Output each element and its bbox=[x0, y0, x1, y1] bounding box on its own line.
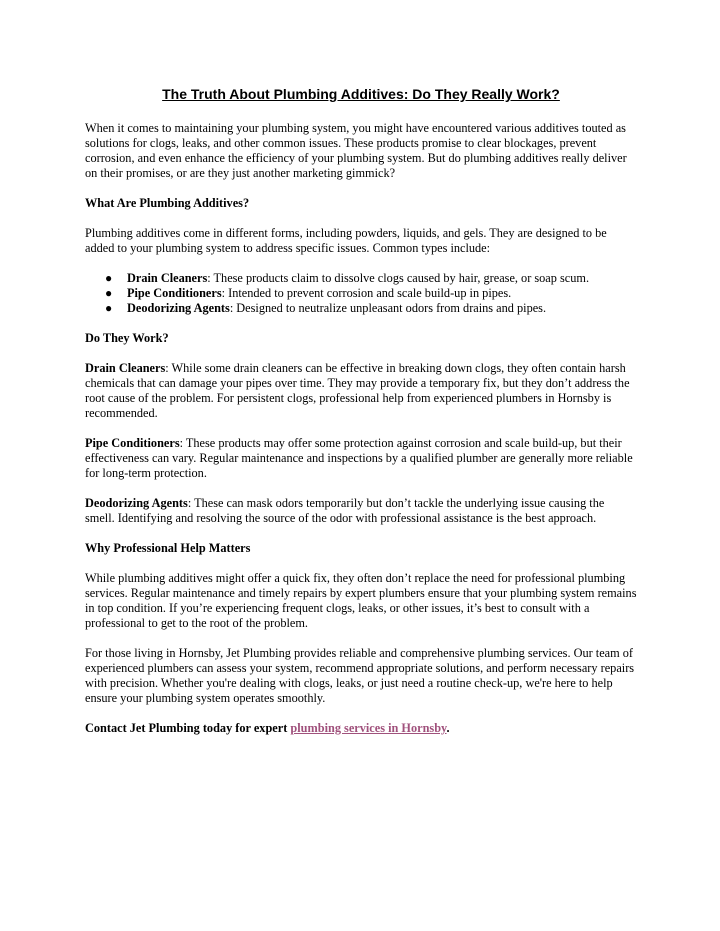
paragraph-text: : While some drain cleaners can be effective in breaking down clogs, they often contain harsh chemicals that can damage your pipes over time. They may provide a temporary fix, but they don’t address the root cause of the problem. For persistent clogs, professional help from experienced plumbers in Hornsby is recommended. bbox=[85, 361, 630, 420]
bullet-icon: ● bbox=[105, 301, 113, 315]
additive-types-list bbox=[85, 271, 637, 316]
paragraph-text: : These products may offer some protection against corrosion and scale build-up, but their effectiveness can vary. Regular maintenance and inspections by a qualified plumber are generally more reliable for long-term protection. bbox=[85, 436, 633, 480]
section-paragraph-additive-forms: Plumbing additives come in different forms, including powders, liquids, and gels. They are designed to be added to your plumbing system to address specific issues. Common types include: bbox=[85, 226, 607, 255]
page-title: The Truth About Plumbing Additives: Do They Really Work? bbox=[162, 86, 560, 102]
section-heading-do-they-work: Do They Work? bbox=[85, 331, 169, 345]
paragraph-drain-cleaners bbox=[85, 361, 637, 421]
call-to-action bbox=[85, 721, 637, 736]
list-item-term: Pipe Conditioners bbox=[127, 286, 222, 300]
paragraph-professional-help: While plumbing additives might offer a quick fix, they often don’t replace the need for professional plumbing services. Regular maintenance and timely repairs by expert plumbers ensure that your plumbing system remains in top condition. If you’re experiencing frequent clogs, leaks, or other issues, it’s best to consult with a professional to get to the root of the problem. bbox=[85, 571, 637, 630]
paragraph-term: Pipe Conditioners bbox=[85, 436, 180, 450]
paragraph-deodorizing-agents bbox=[85, 496, 637, 526]
document-page bbox=[85, 84, 637, 751]
paragraph-text: : These can mask odors temporarily but don’t tackle the underlying issue causing the smell. Identifying and resolving the source of the odor with professional assistance is the best approach. bbox=[85, 496, 605, 525]
paragraph-hornsby-services: For those living in Hornsby, Jet Plumbing provides reliable and comprehensive plumbing services. Our team of experienced plumbers can assess your system, recommend appropriate solutions, and perform necessary repairs with precision. Whether you're dealing with clogs, leaks, or just need a routine check-up, we're here to help ensure your plumbing system operates smoothly. bbox=[85, 646, 635, 705]
list-item bbox=[85, 271, 637, 286]
section-heading-what-are-additives: What Are Plumbing Additives? bbox=[85, 196, 250, 210]
paragraph-term: Deodorizing Agents bbox=[85, 496, 188, 510]
cta-end: . bbox=[446, 721, 450, 735]
list-item-text: : Designed to neutralize unpleasant odors from drains and pipes. bbox=[229, 301, 547, 315]
section-heading-why-professional-help: Why Professional Help Matters bbox=[85, 541, 251, 555]
paragraph-pipe-conditioners bbox=[85, 436, 637, 481]
list-item-text: : These products claim to dissolve clogs caused by hair, grease, or soap scum. bbox=[207, 271, 590, 285]
bullet-icon: ● bbox=[105, 271, 113, 285]
list-item-term: Drain Cleaners bbox=[127, 271, 208, 285]
list-item bbox=[85, 301, 637, 316]
list-item-term: Deodorizing Agents bbox=[127, 301, 230, 315]
paragraph-term: Drain Cleaners bbox=[85, 361, 166, 375]
intro-paragraph: When it comes to maintaining your plumbing system, you might have encountered various additives touted as solutions for clogs, leaks, and other common issues. These products promise to clear blockages, prevent corrosion, and even enhance the efficiency of your plumbing system. But do plumbing additives really deliver on their promises, or are they just another marketing gimmick? bbox=[85, 121, 627, 180]
plumbing-services-link[interactable]: plumbing services in Hornsby bbox=[290, 721, 447, 735]
list-item-text: : Intended to prevent corrosion and scale build-up in pipes. bbox=[221, 286, 512, 300]
bullet-icon: ● bbox=[105, 286, 113, 300]
cta-text: Contact Jet Plumbing today for expert bbox=[85, 721, 291, 735]
list-item bbox=[85, 286, 637, 301]
